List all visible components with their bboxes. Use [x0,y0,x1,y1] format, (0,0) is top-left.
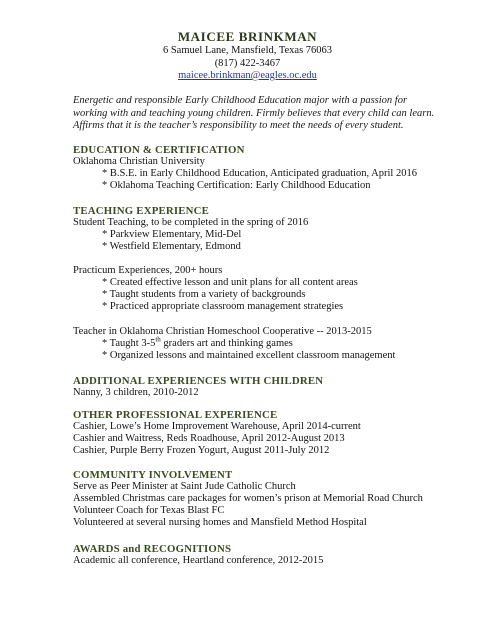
section-title-education: EDUCATION & CERTIFICATION [73,144,245,156]
education-bullet: * Oklahoma Teaching Certification: Early Childhood Education [102,180,371,191]
resume-header [0,28,495,83]
student-teaching-bullet: * Parkview Elementary, Mid-Del [102,229,242,240]
student-teaching: Student Teaching, to be completed in the spring of 2016 [73,217,309,228]
section-title-awards: AWARDS and RECOGNITIONS [73,543,232,555]
email-link[interactable]: maicee.brinkman@eagles.oc.edu [178,70,317,81]
community-entry: Volunteered at several nursing homes and Mansfield Method Hospital [73,517,367,528]
address: 6 Samuel Lane, Mansfield, Texas 76063 [162,45,333,56]
section-title-additional: ADDITIONAL EXPERIENCES WITH CHILDREN [73,375,324,387]
practicum-bullet: * Created effective lesson and unit plans for all content areas [102,277,358,288]
student-teaching-bullet: * Westfield Elementary, Edmond [102,241,241,252]
community-entry: Serve as Peer Minister at Saint Jude Catholic Church [73,481,296,492]
candidate-name: MAICEE BRINKMAN [177,29,318,44]
nanny-experience: Nanny, 3 children, 2010-2012 [73,387,199,398]
objective-statement [73,95,473,133]
job-entry: Cashier, Purple Berry Frozen Yogurt, August 2011-July 2012 [73,445,330,456]
job-entry: Cashier and Waitress, Reds Roadhouse, April 2012-August 2013 [73,433,345,444]
objective-line: Affirms that it is the teacher’s responsibility to meet the needs of every student. [73,120,404,131]
coop-bullet: * Taught 3-5th graders art and thinking games [102,335,293,349]
objective-line: working with and teaching young children. Firmly believes that every child can learn. [73,107,435,119]
education-school: Oklahoma Christian University [73,156,205,167]
award-entry: Academic all conference, Heartland conference, 2012-2015 [73,555,324,566]
education-bullet: * B.S.E. in Early Childhood Education, Anticipated graduation, April 2016 [102,168,417,179]
community-entry: Assembled Christmas care packages for women’s prison at Memorial Road Church [73,493,423,504]
objective-line: Energetic and responsible Early Childhood Education major with a passion for [73,95,408,106]
practicum-bullet: * Taught students from a variety of backgrounds [102,289,306,300]
section-title-teaching: TEACHING EXPERIENCE [73,205,210,217]
phone: (817) 422-3467 [214,57,281,69]
practicum-experiences: Practicum Experiences, 200+ hours [73,265,223,276]
coop-bullet: * Organized lessons and maintained excellent classroom management [102,350,396,361]
community-entry: Volunteer Coach for Texas Blast FC [73,505,225,516]
coop-teacher: Teacher in Oklahoma Christian Homeschool Cooperative -- 2013-2015 [73,326,372,337]
section-title-other: OTHER PROFESSIONAL EXPERIENCE [73,409,278,421]
practicum-bullet: * Practiced appropriate classroom management strategies [102,301,344,312]
job-entry: Cashier, Lowe’s Home Improvement Warehouse, April 2014-current [73,421,361,432]
section-title-community: COMMUNITY INVOLVEMENT [73,469,233,481]
